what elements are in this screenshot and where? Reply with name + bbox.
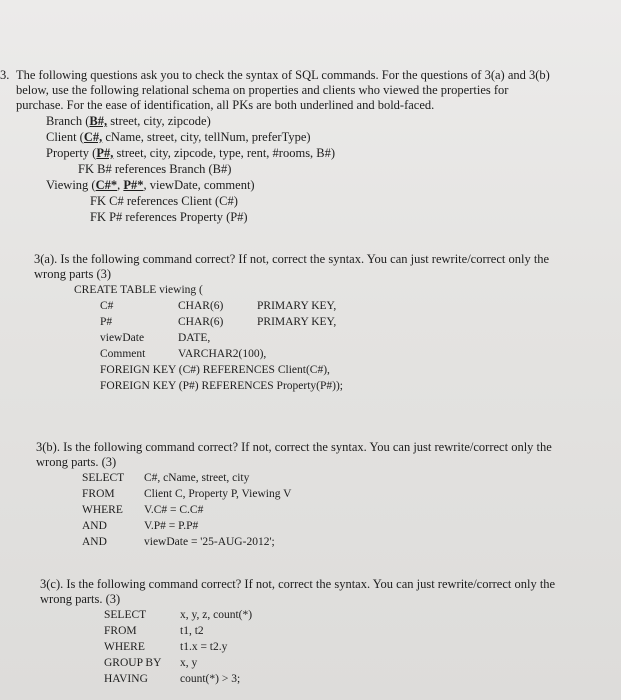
attributes: street, city, zipcode)	[107, 114, 211, 128]
sql-clause-body: t1, t2	[180, 625, 204, 637]
foreign-key-clause-1: FOREIGN KEY (C#) REFERENCES Client(C#),	[100, 364, 330, 376]
intro-line-3: purchase. For the ease of identification, all PKs are both underlined and bold-faced.	[16, 98, 435, 112]
primary-key-2: P#*	[123, 178, 144, 192]
sql-keyword: HAVING	[104, 673, 148, 685]
intro-line-2: below, use the following relational schema on properties and clients who viewed the properties for	[16, 83, 509, 97]
q3c-question-line-2: wrong parts. (3)	[40, 592, 121, 606]
column-type: VARCHAR2(100),	[178, 348, 267, 360]
relation-name: Branch (	[46, 114, 90, 128]
column-type: CHAR(6)	[178, 300, 224, 312]
sql-clause-body: x, y	[180, 657, 198, 669]
sql-keyword: AND	[82, 536, 107, 548]
sql-clause-body: count(*) > 3;	[180, 673, 241, 685]
schema-viewing	[46, 178, 255, 192]
column-name: viewDate	[100, 332, 145, 344]
relation-name: Viewing (	[46, 178, 96, 192]
q3a-question-line-2: wrong parts (3)	[34, 267, 112, 281]
column-constraint: PRIMARY KEY,	[257, 300, 337, 312]
sql-keyword: FROM	[82, 488, 115, 500]
foreign-key-clause-2: FOREIGN KEY (P#) REFERENCES Property(P#));	[100, 380, 343, 392]
q3b-question-line-1: 3(b). Is the following command correct? If not, correct the syntax. You can just rewrite/correct only the	[36, 440, 552, 454]
sql-keyword: FROM	[104, 625, 137, 637]
create-table-statement: CREATE TABLE viewing (	[74, 284, 203, 296]
sql-keyword: AND	[82, 520, 107, 532]
schema-branch	[46, 114, 211, 128]
sql-clause-body: viewDate = '25-AUG-2012';	[144, 536, 275, 548]
schema-property	[46, 146, 335, 160]
separator: ,	[117, 178, 124, 192]
column-name: Comment	[100, 348, 146, 360]
attributes: street, city, zipcode, type, rent, #rooms, B#)	[113, 146, 336, 160]
q3c-question-line-1: 3(c). Is the following command correct? If not, correct the syntax. You can just rewrite/correct only the	[40, 577, 556, 591]
sql-keyword: GROUP BY	[104, 657, 162, 669]
sql-keyword: SELECT	[82, 472, 125, 484]
column-constraint: PRIMARY KEY,	[257, 316, 337, 328]
column-type: CHAR(6)	[178, 316, 224, 328]
schema-client	[46, 130, 311, 144]
attributes: , viewDate, comment)	[143, 178, 255, 192]
sql-clause-body: Client C, Property P, Viewing V	[144, 488, 292, 500]
q3b-question-line-2: wrong parts. (3)	[36, 455, 117, 469]
sql-keyword: WHERE	[82, 504, 123, 516]
question-number: 3.	[0, 68, 10, 82]
sql-keyword: SELECT	[104, 609, 147, 621]
primary-key: B#,	[89, 114, 108, 128]
sql-clause-body: t1.x = t2.y	[180, 641, 228, 653]
intro-line-1: The following questions ask you to check the syntax of SQL commands. For the questions of 3(a) and 3(b)	[16, 68, 550, 82]
primary-key-1: C#*	[95, 178, 118, 192]
sql-clause-body: C#, cName, street, city	[144, 472, 250, 484]
sql-clause-body: x, y, z, count(*)	[180, 609, 253, 621]
relation-name: Client (	[46, 130, 84, 144]
fk-property-branch: FK B# references Branch (B#)	[78, 162, 232, 176]
q3a-question-line-1: 3(a). Is the following command correct? If not, correct the syntax. You can just rewrite/correct only the	[34, 252, 550, 266]
column-type: DATE,	[178, 332, 211, 344]
fk-viewing-client: FK C# references Client (C#)	[90, 194, 238, 208]
sql-keyword: WHERE	[104, 641, 145, 653]
primary-key: C#,	[83, 130, 103, 144]
column-name: P#	[100, 316, 113, 328]
sql-clause-body: V.C# = C.C#	[144, 504, 204, 516]
relation-name: Property (	[46, 146, 97, 160]
fk-viewing-property: FK P# references Property (P#)	[90, 210, 248, 224]
attributes: cName, street, city, tellNum, preferType)	[102, 130, 311, 144]
column-name: C#	[100, 300, 114, 312]
primary-key: P#,	[96, 146, 114, 160]
sql-clause-body: V.P# = P.P#	[144, 520, 199, 532]
